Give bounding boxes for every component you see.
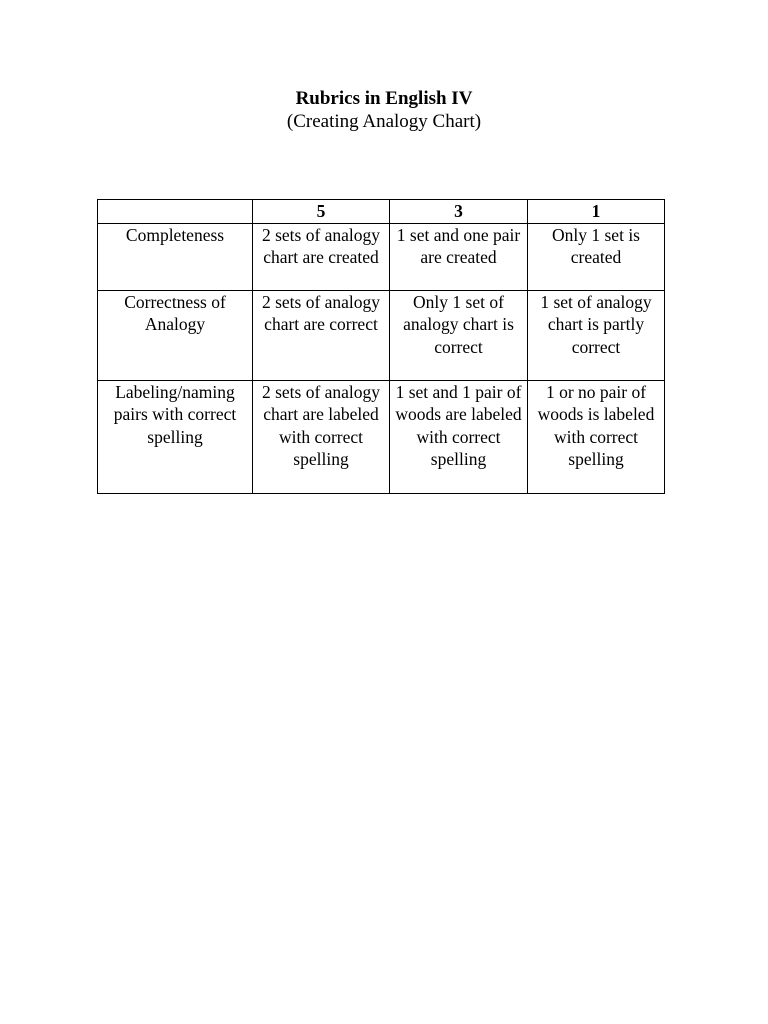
score-cell: 1 set of analogy chart is partly correct [528, 290, 665, 380]
score-cell: 1 or no pair of woods is labeled with correct spelling [528, 380, 665, 493]
table-row [98, 380, 665, 493]
header-cell-criteria [98, 200, 253, 224]
criterion-cell: Completeness [98, 223, 253, 290]
table-row [98, 223, 665, 290]
criterion-cell: Labeling/naming pairs with correct spelling [98, 380, 253, 493]
score-cell: 1 set and one pair are created [390, 223, 528, 290]
table-row [98, 290, 665, 380]
page-subtitle: (Creating Analogy Chart) [286, 111, 482, 132]
score-cell: Only 1 set is created [528, 223, 665, 290]
score-cell: 1 set and 1 pair of woods are labeled with correct spelling [390, 380, 528, 493]
score-cell: 2 sets of analogy chart are created [253, 223, 390, 290]
score-cell: Only 1 set of analogy chart is correct [390, 290, 528, 380]
criterion-cell: Correctness of Analogy [98, 290, 253, 380]
rubric-table [97, 199, 665, 494]
score-cell: 2 sets of analogy chart are correct [253, 290, 390, 380]
score-cell: 2 sets of analogy chart are labeled with correct spelling [253, 380, 390, 493]
table-header-row [98, 200, 665, 224]
header-cell-score-3: 3 [390, 200, 528, 224]
header-cell-score-1: 1 [528, 200, 665, 224]
header-cell-score-5: 5 [253, 200, 390, 224]
page-title: Rubrics in English IV [295, 88, 473, 109]
